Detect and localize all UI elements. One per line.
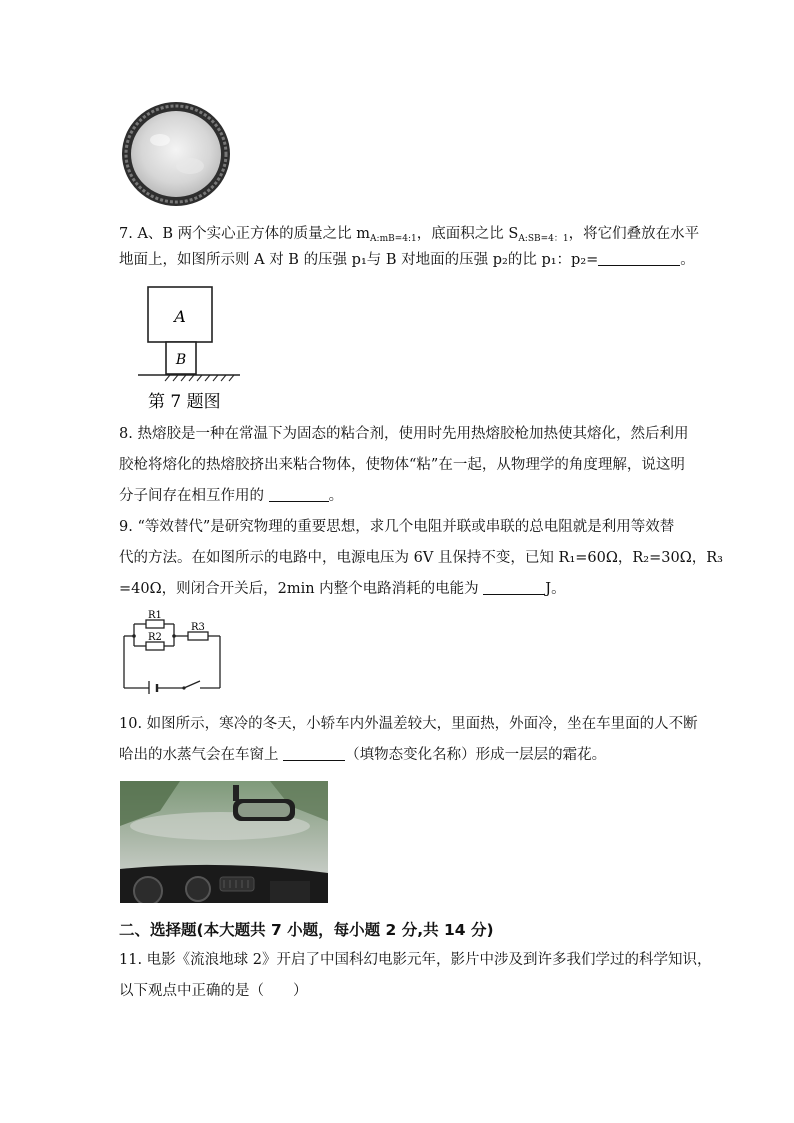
q9-line2: 代的方法。在如图所示的电路中，电源电压为 6V 且保持不变，已知 R₁=60Ω，R₂=30Ω，R₃ (119, 550, 723, 566)
q7-label-b: B (175, 352, 187, 368)
q9-label-r2: R2 (148, 632, 162, 643)
q10-answer-blank[interactable] (283, 746, 345, 761)
q8-line1: 8. 热熔胶是一种在常温下为固态的粘合剂，使用时先用热熔胶枪加热使其熔化，然后利用 (119, 426, 689, 442)
q10-line2: 哈出的水蒸气会在车窗上 （填物态变化名称）形成一层层的霜花。 (119, 747, 607, 763)
q7-line1: 7. A、B 两个实心正方体的质量之比 $m_{A:mB=4:1}$，底面积之比 $S_{A:SB=4:1}$，将它们叠放在水平 (119, 226, 700, 244)
q7-line2: 地面上，如图所示则 A 对 B 的压强 p₁与 B 对地面的压强 p₂的比 p₁：p₂= 。 (119, 252, 695, 268)
q7-caption: 第 7 题图 (148, 392, 221, 412)
q9-label-r3: R3 (191, 622, 205, 633)
q9-line3: =40Ω，则闭合开关后，2min 内整个电路消耗的电能为 J。 (119, 581, 566, 597)
q9-circuit-diagram (118, 608, 228, 694)
q11-line1: 11. 电影《流浪地球 2》开启了中国科幻电影元年，影片中涉及到许多我们学过的科学知识， (119, 952, 712, 968)
round-object-photo (120, 100, 232, 208)
q11-line2: 以下观点中正确的是（ ） (119, 983, 308, 999)
q7-area-ratio: A:SB=4：1 (518, 234, 569, 244)
q9-answer-blank[interactable] (483, 580, 545, 595)
q8-line2: 胶枪将熔化的热熔胶挤出来粘合物体，使物体“粘”在一起，从物理学的角度理解，说这明 (119, 457, 685, 473)
q10-line1: 10. 如图所示，寒冷的冬天，小轿车内外温差较大，里面热，外面冷，坐在车里面的人不断 (119, 716, 698, 732)
q10-car-windshield-photo (120, 781, 328, 903)
q7-mass-ratio: A:mB=4:1 (370, 234, 417, 244)
q9-line1: 9. “等效替代”是研究物理的重要思想，求几个电阻并联或串联的总电阻就是利用等效替 (119, 519, 675, 535)
q9-label-r1: R1 (148, 610, 162, 621)
section-2-heading: 二、选择题(本大题共 7 小题，每小题 2 分,共 14 分) (119, 921, 494, 939)
q8-line3: 分子间存在相互作用的 。 (119, 488, 344, 504)
q7-label-a: A (174, 307, 186, 326)
q7-figure (130, 282, 250, 412)
q7-answer-blank[interactable] (598, 251, 680, 266)
q8-answer-blank[interactable] (269, 487, 329, 502)
